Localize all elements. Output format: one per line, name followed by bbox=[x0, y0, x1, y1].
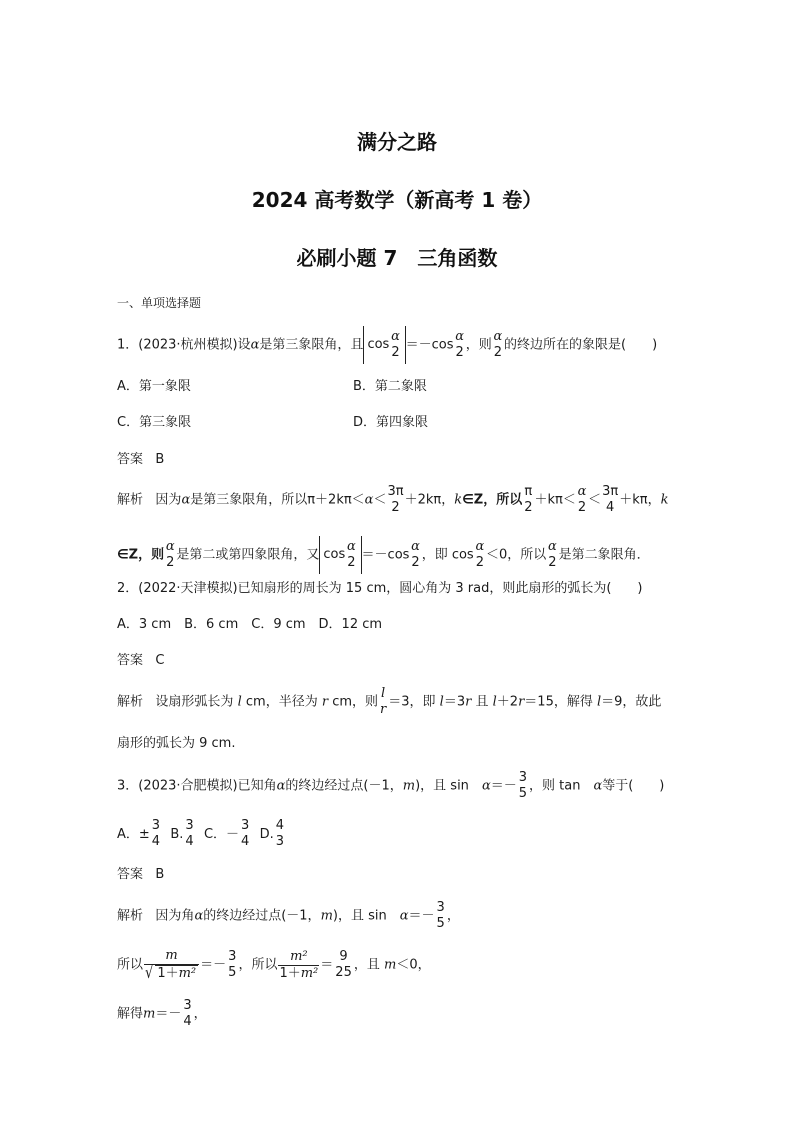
question-2-stem: 2．(2022·天津模拟)已知扇形的周长为 15 cm，圆心角为 3 rad，则此扇形的弧长为( ) bbox=[117, 581, 643, 596]
q3-sol-one-plus: 1＋ bbox=[157, 966, 179, 981]
section-heading: 一、单项选择题 bbox=[117, 296, 202, 310]
q2-answer bbox=[117, 652, 165, 670]
q3-sol-frac-m-sqrt bbox=[144, 948, 199, 982]
q3-sol-frac-num: 3 bbox=[436, 900, 445, 915]
q3-opt-a-den: 4 bbox=[151, 834, 161, 849]
topic-title: 必刷小题 7 三角函数 bbox=[296, 246, 498, 270]
q3-sol-nine: 9 bbox=[339, 949, 348, 964]
q3-options bbox=[117, 818, 286, 850]
q1-frac2 bbox=[454, 329, 464, 361]
q1-sol2-frac3-den: 2 bbox=[475, 555, 484, 570]
q1-sol-3pi-den: 2 bbox=[391, 500, 400, 515]
q3-sol-frac-925 bbox=[334, 949, 353, 981]
q3-sol-eq-neg2: ＝－ bbox=[200, 957, 227, 973]
q3-eq-neg: ＝－ bbox=[490, 778, 517, 794]
q3-alpha3: α bbox=[593, 778, 603, 794]
q1-solution-line-1 bbox=[117, 484, 669, 516]
q1-sol-a2-num: α bbox=[577, 484, 587, 499]
q1-option-d[interactable]: D．第四象限 bbox=[353, 415, 429, 430]
q1-sol2-abs-num: α bbox=[347, 538, 356, 554]
q1-sol2-abs-frac bbox=[346, 539, 356, 571]
q3-sol-m: m bbox=[320, 908, 333, 924]
q2-sol-l3: l bbox=[492, 694, 497, 710]
q3-text-b: 的终边经过点(－1， bbox=[285, 778, 403, 794]
q1-frac2-den: 2 bbox=[455, 345, 464, 360]
q1-sol-label: 解析 bbox=[117, 492, 144, 508]
q3-opt-a-label: A．± bbox=[117, 826, 150, 842]
q1-sol-2b: 是第二或第四象限角，又 bbox=[176, 547, 320, 563]
q2-sol-r3: r bbox=[518, 694, 525, 710]
q1-sol2-eq: ＝－cos bbox=[361, 547, 410, 563]
q3-opt-b-frac bbox=[184, 818, 194, 850]
q3-sol-1a: 因为角 bbox=[155, 908, 195, 924]
q1-frac2-num: α bbox=[455, 329, 464, 344]
q1-frac-num: α bbox=[391, 328, 400, 344]
q3-frac-num: 3 bbox=[518, 770, 528, 785]
q3-sol-sqrt-body bbox=[155, 965, 198, 982]
q2-sol-1f: 且 bbox=[475, 694, 489, 710]
q1-frac bbox=[390, 329, 400, 361]
q1-text-c: ，则 bbox=[465, 337, 492, 353]
q3-sol-frac35b-den: 5 bbox=[228, 965, 237, 980]
q3-sol-frac-34 bbox=[182, 998, 192, 1030]
q3-sol-alpha: α bbox=[194, 908, 204, 924]
q3-sol-frac-m2-num: m² bbox=[290, 948, 308, 964]
q3-sol-frac-m2 bbox=[278, 949, 319, 982]
q1-text-b: 是第三象限角，且 bbox=[259, 337, 364, 353]
q2-sol-1b: cm，半径为 bbox=[245, 694, 318, 710]
q1-frac3-num: α bbox=[493, 329, 503, 344]
q3-sol-3b: ＝－ bbox=[155, 1006, 182, 1022]
q1-sol-3pi4-den: 4 bbox=[606, 500, 615, 515]
q3-opt-d-frac bbox=[275, 818, 285, 850]
q2-frac-r: r bbox=[380, 702, 387, 717]
q1-sol-a2-den: 2 bbox=[577, 500, 587, 515]
q2-sol-l2: l bbox=[439, 694, 444, 710]
brand-title: 满分之路 bbox=[357, 130, 437, 154]
q3-opt-c-frac bbox=[240, 818, 250, 850]
q3-sol-label: 解析 bbox=[117, 908, 144, 924]
q3-option-d[interactable] bbox=[259, 818, 286, 849]
q3-sol-eq-neg: ＝－ bbox=[408, 908, 435, 924]
q1-sol-frac-a2 bbox=[577, 484, 587, 516]
q3-text-e: 等于( ) bbox=[602, 778, 665, 794]
q1-sol-lt: ＜ bbox=[588, 492, 602, 508]
q1-option-a[interactable]: A．第一象限 bbox=[117, 379, 191, 394]
q3-text-d: ，则 tan bbox=[529, 778, 594, 794]
q2-sol-1i: ＝9，故此 bbox=[601, 694, 662, 710]
q1-answer-value: B bbox=[155, 452, 165, 467]
q1-sol-frac-pi bbox=[523, 484, 533, 516]
q1-sol-1a: 因为 bbox=[155, 492, 182, 508]
q3-sol-3a: 解得 bbox=[117, 1006, 144, 1022]
q3-option-c[interactable] bbox=[203, 818, 251, 849]
q2-sol-l4: l bbox=[596, 694, 602, 710]
q1-sol2-frac3 bbox=[475, 539, 485, 571]
q1-sol2-frac2 bbox=[410, 539, 420, 571]
q3-sol-2d: ＜0， bbox=[396, 957, 431, 973]
q2-solution-line-2: 扇形的弧长为 9 cm. bbox=[117, 736, 236, 751]
q3-opt-d-label: D. bbox=[259, 826, 274, 842]
q3-frac-35 bbox=[518, 770, 528, 802]
q2-sol-1d: ＝3，即 bbox=[388, 694, 436, 710]
q2-sol-label: 解析 bbox=[117, 694, 144, 710]
q3-sol-25: 25 bbox=[335, 965, 352, 980]
q3-opt-a-num: 3 bbox=[151, 818, 161, 833]
q1-answer bbox=[117, 451, 164, 469]
sqrt-symbol-icon: √ bbox=[145, 963, 154, 984]
q3-sol-2b: ，所以 bbox=[238, 957, 278, 973]
q3-opt-c-label: C．－ bbox=[203, 826, 240, 842]
q3-sol-one-plus2: 1＋ bbox=[279, 965, 301, 981]
q1-sol2-frac-num: α bbox=[165, 539, 175, 554]
q1-sol2-abs bbox=[319, 536, 361, 574]
q3-solution-line-3 bbox=[117, 998, 207, 1030]
q1-sol-1e: ＋kπ， bbox=[619, 492, 661, 508]
q1-sol2-frac2-den: 2 bbox=[411, 555, 420, 570]
q1-sol-3pi: 3π bbox=[387, 484, 404, 499]
q3-sol-m3: m bbox=[384, 957, 397, 973]
q3-answer-value: B bbox=[155, 867, 165, 882]
q2-sol-frac-lr bbox=[379, 686, 387, 718]
q2-sol-r2: r bbox=[465, 694, 472, 710]
q3-sol-frac-m: m bbox=[165, 948, 178, 963]
q3-alpha: α bbox=[276, 778, 286, 794]
q3-option-a[interactable] bbox=[117, 818, 162, 849]
q2-frac-l: l bbox=[381, 686, 386, 701]
q3-opt-b-den: 4 bbox=[185, 834, 194, 849]
q3-frac-den: 5 bbox=[518, 786, 528, 801]
q3-sol-sqrt bbox=[144, 964, 199, 982]
q2-sol-1e: ＝3 bbox=[443, 694, 466, 710]
q3-sol-frac34-den: 4 bbox=[183, 1014, 192, 1029]
q1-sol-k: k bbox=[454, 492, 463, 508]
q1-option-c[interactable]: C．第三象限 bbox=[117, 415, 192, 430]
q1-sol-inZ: ∈Z，所以 bbox=[462, 492, 523, 508]
q1-frac3 bbox=[493, 329, 503, 361]
q3-solution-line-2 bbox=[117, 948, 431, 982]
q3-sol-1b: 的终边经过点(－1， bbox=[203, 908, 321, 924]
q1-sol-alpha2: α bbox=[364, 492, 374, 508]
q2-sol-1g: ＋2 bbox=[496, 694, 519, 710]
q1-sol-2d: ＜0，所以 bbox=[486, 547, 547, 563]
q3-opt-a-frac bbox=[151, 818, 161, 850]
q3-sol-frac-m2-den bbox=[278, 965, 319, 982]
q1-answer-label: 答案 bbox=[117, 452, 144, 467]
q1-sol2-frac-den: 2 bbox=[166, 555, 175, 570]
q1-eq: ＝－cos bbox=[405, 337, 454, 353]
q3-sol-2c: ，且 bbox=[353, 957, 380, 973]
q3-opt-d-den: 3 bbox=[275, 834, 285, 849]
q1-sol2-frac2-num: α bbox=[411, 539, 420, 554]
q3-sol-frac-den: 5 bbox=[436, 916, 445, 931]
q1-solution-line-2 bbox=[117, 536, 650, 574]
q3-sol-m4: m bbox=[143, 1006, 156, 1022]
q3-sol-frac35b-num: 3 bbox=[228, 949, 237, 964]
q3-opt-c-den: 4 bbox=[241, 834, 250, 849]
q2-sol-l: l bbox=[237, 694, 242, 710]
q3-answer-label: 答案 bbox=[117, 867, 144, 882]
q1-sol-frac-3pi bbox=[387, 484, 403, 516]
q1-sol-k2: k bbox=[660, 492, 669, 508]
q1-sol2-frac bbox=[165, 539, 175, 571]
q1-frac3-den: 2 bbox=[493, 345, 503, 360]
q1-sol2-frac4 bbox=[547, 539, 557, 571]
q2-answer-value: C bbox=[155, 653, 165, 668]
q1-text-d: 的终边所在的象限是( ) bbox=[504, 337, 658, 353]
q3-opt-b-num: 3 bbox=[185, 818, 194, 833]
q3-alpha2: α bbox=[481, 778, 491, 794]
document-subtitle: 2024 高考数学（新高考 1 卷） bbox=[251, 188, 543, 212]
q1-sol2-cos: cos bbox=[323, 547, 346, 562]
q1-text-a: 1．(2023·杭州模拟)设 bbox=[117, 337, 251, 353]
q3-sol-alpha2: α bbox=[399, 908, 409, 924]
q2-sol-1c: cm，则 bbox=[332, 694, 379, 710]
q3-sol-m2: m² bbox=[178, 966, 197, 981]
q1-sol2-frac4-num: α bbox=[548, 539, 557, 554]
q1-sol-frac-3pi4 bbox=[602, 484, 618, 516]
q3-sol-2a: 所以 bbox=[117, 957, 144, 973]
q3-sol-comma: ， bbox=[446, 908, 460, 924]
question-3-stem bbox=[117, 770, 664, 802]
q3-sol-frac34-num: 3 bbox=[183, 998, 192, 1013]
question-1-stem bbox=[117, 326, 657, 364]
q1-sol-1d: ＋2kπ， bbox=[404, 492, 455, 508]
q1-sol-alpha: α bbox=[181, 492, 191, 508]
q1-cos: cos bbox=[367, 337, 390, 352]
q1-frac-den: 2 bbox=[391, 344, 400, 360]
q1-alpha: α bbox=[250, 337, 260, 353]
q3-text-a: 3．(2023·合肥模拟)已知角 bbox=[117, 778, 277, 794]
q3-m: m bbox=[402, 778, 416, 794]
q2-answer-label: 答案 bbox=[117, 653, 144, 668]
q1-sol-2c: ，即 cos bbox=[421, 547, 474, 563]
q1-sol-2a: ∈Z，则 bbox=[117, 547, 165, 563]
q1-sol2-frac4-den: 2 bbox=[548, 555, 557, 570]
q3-sol-comma2: ， bbox=[193, 1006, 207, 1022]
q3-opt-b-label: B. bbox=[170, 826, 184, 842]
q1-sol-1b: 是第三象限角，所以π＋2kπ＜ bbox=[190, 492, 365, 508]
q1-sol-pi-den: 2 bbox=[524, 500, 533, 515]
q3-sol-frac-35 bbox=[436, 900, 446, 932]
q3-option-b[interactable] bbox=[170, 818, 195, 849]
q3-solution-line-1 bbox=[117, 900, 460, 932]
q1-sol2-abs-den: 2 bbox=[347, 554, 356, 570]
q3-sol-1c: )，且 sin bbox=[332, 908, 400, 924]
q3-sol-eq: ＝ bbox=[320, 957, 334, 973]
q1-sol2-frac3-num: α bbox=[475, 539, 485, 554]
q3-sol-m2b: m² bbox=[300, 965, 319, 981]
q3-sol-frac-35b bbox=[227, 949, 237, 981]
q1-option-b[interactable]: B．第二象限 bbox=[353, 379, 427, 394]
q2-sol-1a: 设扇形弧长为 bbox=[155, 694, 234, 710]
q3-opt-d-num: 4 bbox=[275, 818, 285, 833]
q1-sol-3pi4-num: 3π bbox=[602, 484, 619, 499]
q1-sol-pi: π bbox=[524, 484, 533, 499]
q1-abs-cos bbox=[363, 326, 405, 364]
q2-sol-r: r bbox=[321, 694, 329, 710]
q2-solution-line-1 bbox=[117, 686, 661, 718]
q3-opt-c-num: 3 bbox=[241, 818, 250, 833]
q2-sol-1h: ＝15，解得 bbox=[524, 694, 593, 710]
q1-sol-1c: ＜ bbox=[373, 492, 387, 508]
q1-sol-plus-kpi: ＋kπ＜ bbox=[534, 492, 576, 508]
q3-text-c: )，且 sin bbox=[415, 778, 482, 794]
q2-options[interactable]: A．3 cm B．6 cm C．9 cm D．12 cm bbox=[117, 617, 383, 632]
q3-answer bbox=[117, 866, 164, 884]
q1-sol-2e: 是第二象限角． bbox=[558, 547, 650, 563]
